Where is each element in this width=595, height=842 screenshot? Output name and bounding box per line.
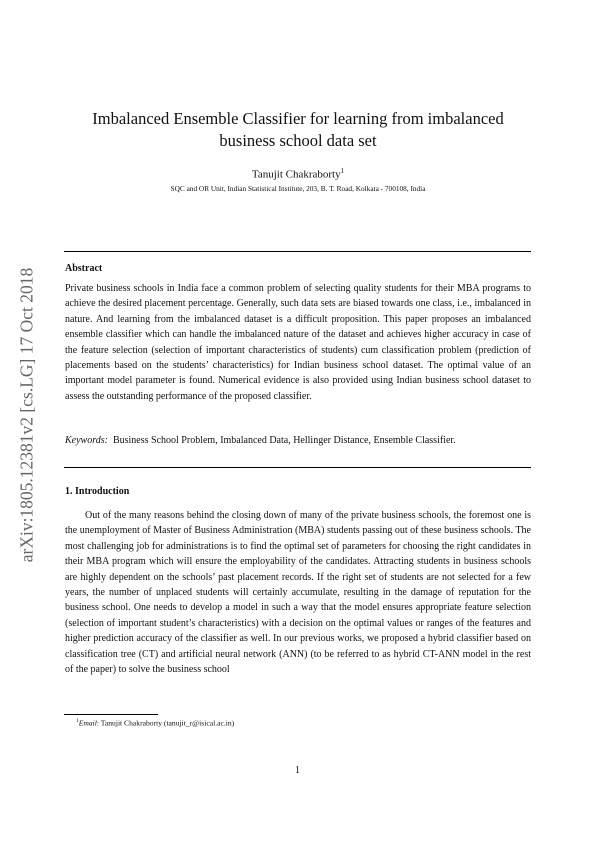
- title-line-2: business school data set: [219, 131, 377, 150]
- footnote-rule: [64, 714, 158, 715]
- keywords: [65, 433, 531, 448]
- arxiv-id: arXiv:1805.12381v2 [cs.LG] 17 Oct 2018: [16, 267, 37, 563]
- arxiv-sidebar-stamp: [12, 240, 42, 590]
- affiliation: SQC and OR Unit, Indian Statistical Institute, 203, B. T. Road, Kolkata - 700108, India: [170, 184, 426, 193]
- keywords-text: Business School Problem, Imbalanced Data, Hellinger Distance, Ensemble Classifier.: [112, 435, 456, 446]
- abstract-heading: Abstract: [65, 263, 103, 274]
- footnote: [76, 718, 234, 728]
- page-number: 1: [295, 765, 300, 776]
- author-name: Tanujit Chakraborty: [251, 168, 341, 181]
- abstract-bottom-rule: [64, 467, 531, 468]
- footnote-text: : Tanujit Chakraborty (tanujit_r@isical.ac.in): [96, 718, 235, 728]
- introduction-text: Out of the many reasons behind the closing down of many of the private business schools, the foremost one is the unemployment of Master of Business Administration (MBA) students passing out of these business schools. The most challenging job for administrations is to find the optimal set of parameters for choosing the right candidates in their MBA program which will ensure the employability of the candidates. Attracting students in business schools are highly dependent on the schools’ past placement records. If the right set of students are not selected for a few years, the number of unplaced students will certainly accumulate, resulting in the damage of reputation for the business school. One needs to develop a model in such a way that the model ensures appropriate feature selection (selection of important student’s characteristics) with a decision on the optimal values or ranges of the features and higher prediction accuracy of the classifier as well. In our previous works, we proposed a hybrid classifier based on classification tree (CT) and artificial neural network (ANN) (to be referred to as hybrid CT-ANN model in the rest of the paper) to solve the business school: [65, 510, 531, 676]
- footnote-mark: 1: [76, 718, 79, 724]
- abstract-text: Private business schools in India face a common problem of selecting quality students for their MBA programs to achieve the desired placement percentage. Generally, such data sets are biased towards one class, i.e., imbalanced in nature. And learning from the imbalanced dataset is a difficult proposition. This paper proposes an imbalanced ensemble classifier which can handle the imbalanced nature of the dataset and achieves higher accuracy in case of the feature selection (selection of important characteristics of students) cum classification problem (prediction of placements based on the students’ characteristics) for Indian business school dataset. The optimal value of an important model parameter is found. Numerical evidence is also provided using Indian business school dataset to assess the outstanding performance of the proposed classifier.: [65, 283, 531, 402]
- paper-title: [65, 108, 531, 152]
- footnote-label: Email: [78, 718, 97, 728]
- author-footnote-mark: 1: [340, 167, 345, 175]
- title-line-1: Imbalanced Ensemble Classifier for learning from imbalanced: [92, 109, 504, 128]
- keywords-label: Keywords:: [65, 435, 108, 446]
- author-line: [65, 167, 531, 181]
- section-heading-introduction: 1. Introduction: [65, 486, 130, 497]
- abstract-top-rule: [64, 251, 531, 252]
